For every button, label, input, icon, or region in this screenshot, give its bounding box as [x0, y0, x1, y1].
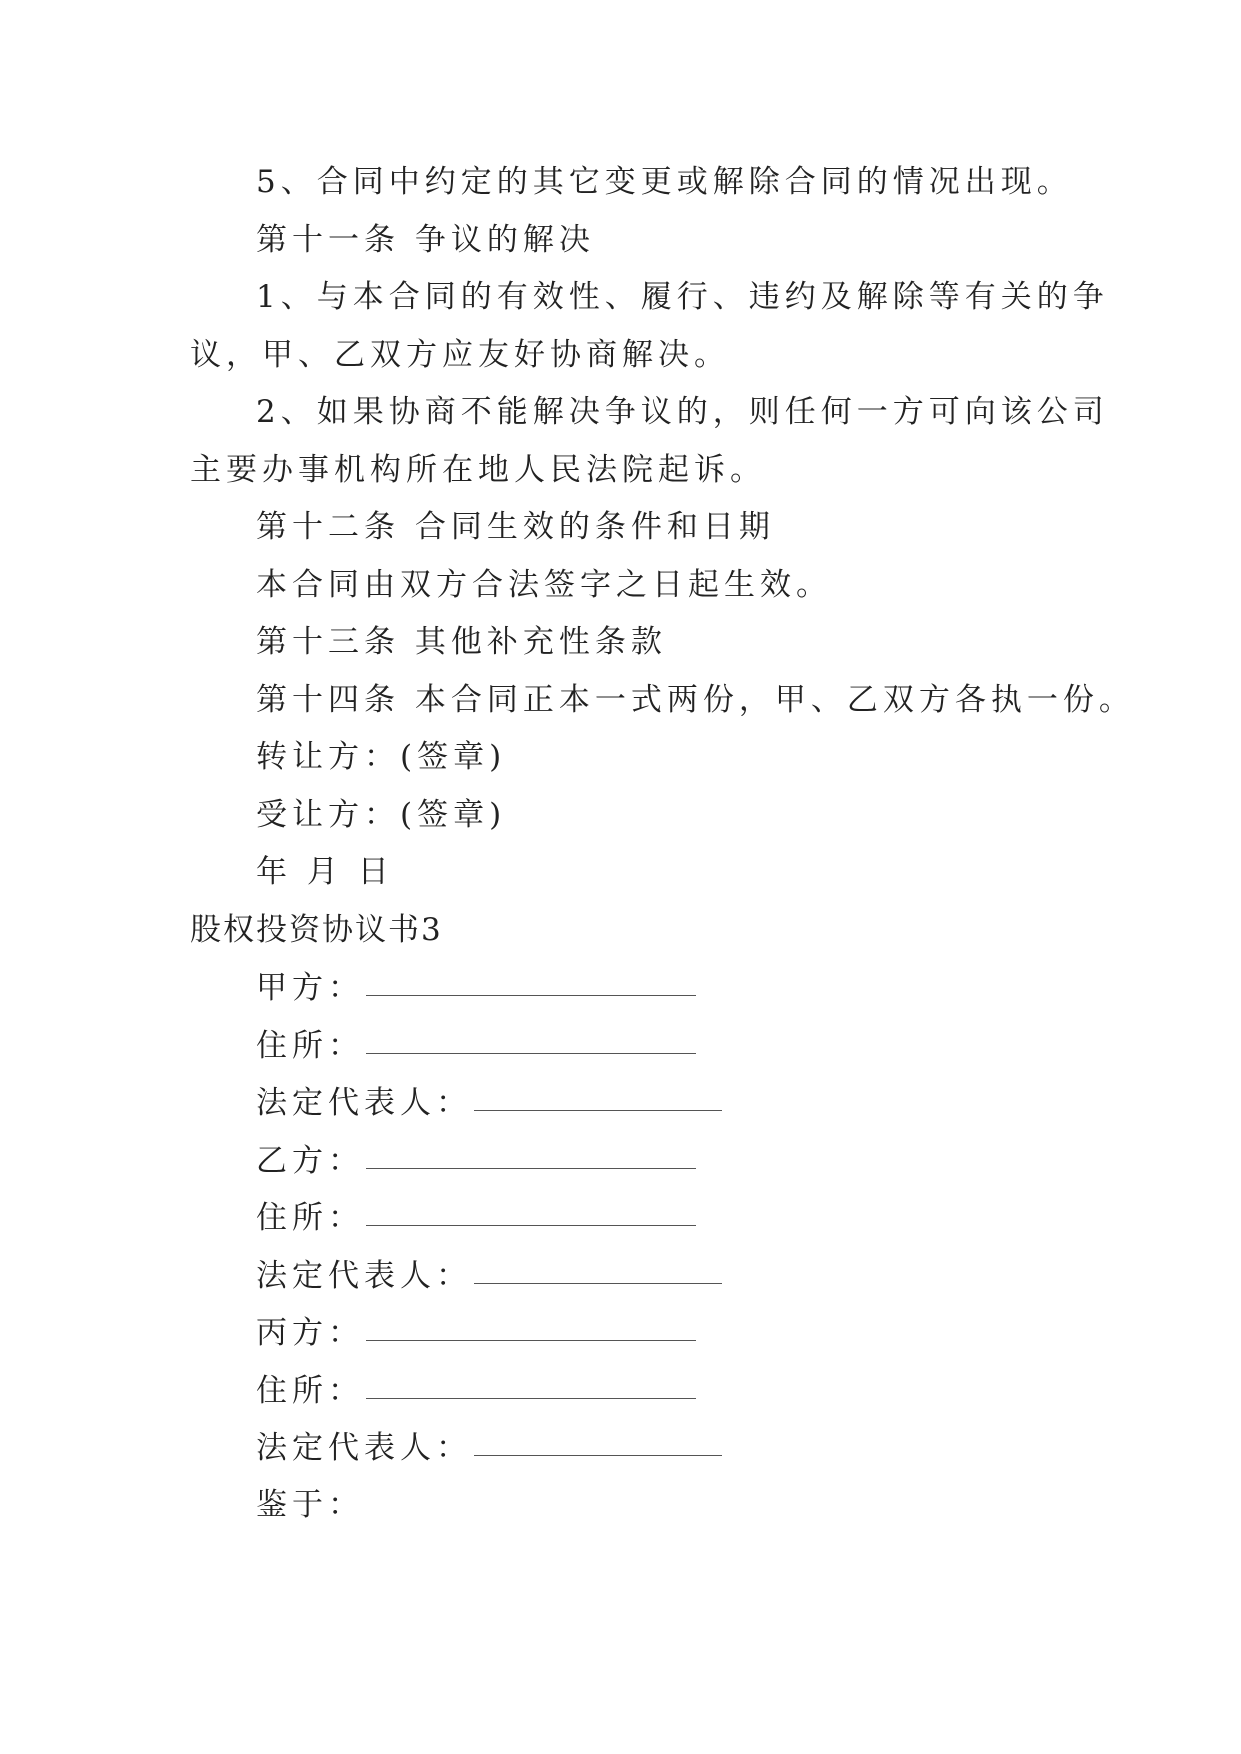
- transferor-signature: 转让方：(签章): [256, 739, 507, 775]
- article-11-item-1-line-2: 议，甲、乙双方应友好协商解决。: [190, 337, 730, 373]
- party-b-blank: [366, 1138, 696, 1169]
- party-a-address-blank: [366, 1023, 696, 1054]
- party-b-address-label: 住所：: [256, 1200, 364, 1236]
- party-a-representative-label: 法定代表人：: [256, 1085, 472, 1121]
- article-14-text: 第十四条 本合同正本一式两份，甲、乙双方各执一份。: [256, 682, 1135, 718]
- signature-date: 年 月 日: [256, 854, 394, 890]
- party-c-address-row: [256, 1370, 696, 1411]
- party-c-row: [256, 1312, 696, 1353]
- party-c-representative-row: [256, 1427, 722, 1468]
- article-11-heading: 第十一条 争议的解决: [256, 222, 595, 258]
- clause-5-text: 5、合同中约定的其它变更或解除合同的情况出现。: [256, 164, 1073, 200]
- party-b-address-row: [256, 1197, 696, 1238]
- article-12-heading: 第十二条 合同生效的条件和日期: [256, 509, 775, 545]
- article-11-item-2-line-1: 2、如果协商不能解决争议的，则任何一方可向该公司: [256, 394, 1109, 430]
- party-b-label: 乙方：: [256, 1143, 364, 1179]
- article-11-item-2-line-2: 主要办事机构所在地人民法院起诉。: [190, 452, 766, 488]
- party-a-address-label: 住所：: [256, 1028, 364, 1064]
- party-a-row: [256, 967, 696, 1008]
- section-title: 股权投资协议书3: [190, 912, 443, 948]
- party-b-row: [256, 1140, 696, 1181]
- article-13-heading: 第十三条 其他补充性条款: [256, 624, 667, 660]
- article-12-text: 本合同由双方合法签字之日起生效。: [256, 567, 832, 603]
- party-c-representative-label: 法定代表人：: [256, 1430, 472, 1466]
- party-b-representative-row: [256, 1255, 722, 1296]
- party-c-blank: [366, 1310, 696, 1341]
- party-b-representative-blank: [474, 1253, 722, 1284]
- article-11-item-1-line-1: 1、与本合同的有效性、履行、违约及解除等有关的争: [256, 279, 1109, 315]
- party-a-blank: [366, 965, 696, 996]
- party-a-address-row: [256, 1025, 696, 1066]
- party-c-representative-blank: [474, 1425, 722, 1456]
- transferee-signature: 受让方：(签章): [256, 797, 507, 833]
- party-c-label: 丙方：: [256, 1315, 364, 1351]
- party-c-address-blank: [366, 1368, 696, 1399]
- party-a-label: 甲方：: [256, 970, 364, 1006]
- whereas-heading: 鉴于：: [256, 1487, 364, 1523]
- party-a-representative-blank: [474, 1080, 722, 1111]
- party-a-representative-row: [256, 1082, 722, 1123]
- party-b-address-blank: [366, 1195, 696, 1226]
- party-b-representative-label: 法定代表人：: [256, 1258, 472, 1294]
- party-c-address-label: 住所：: [256, 1373, 364, 1409]
